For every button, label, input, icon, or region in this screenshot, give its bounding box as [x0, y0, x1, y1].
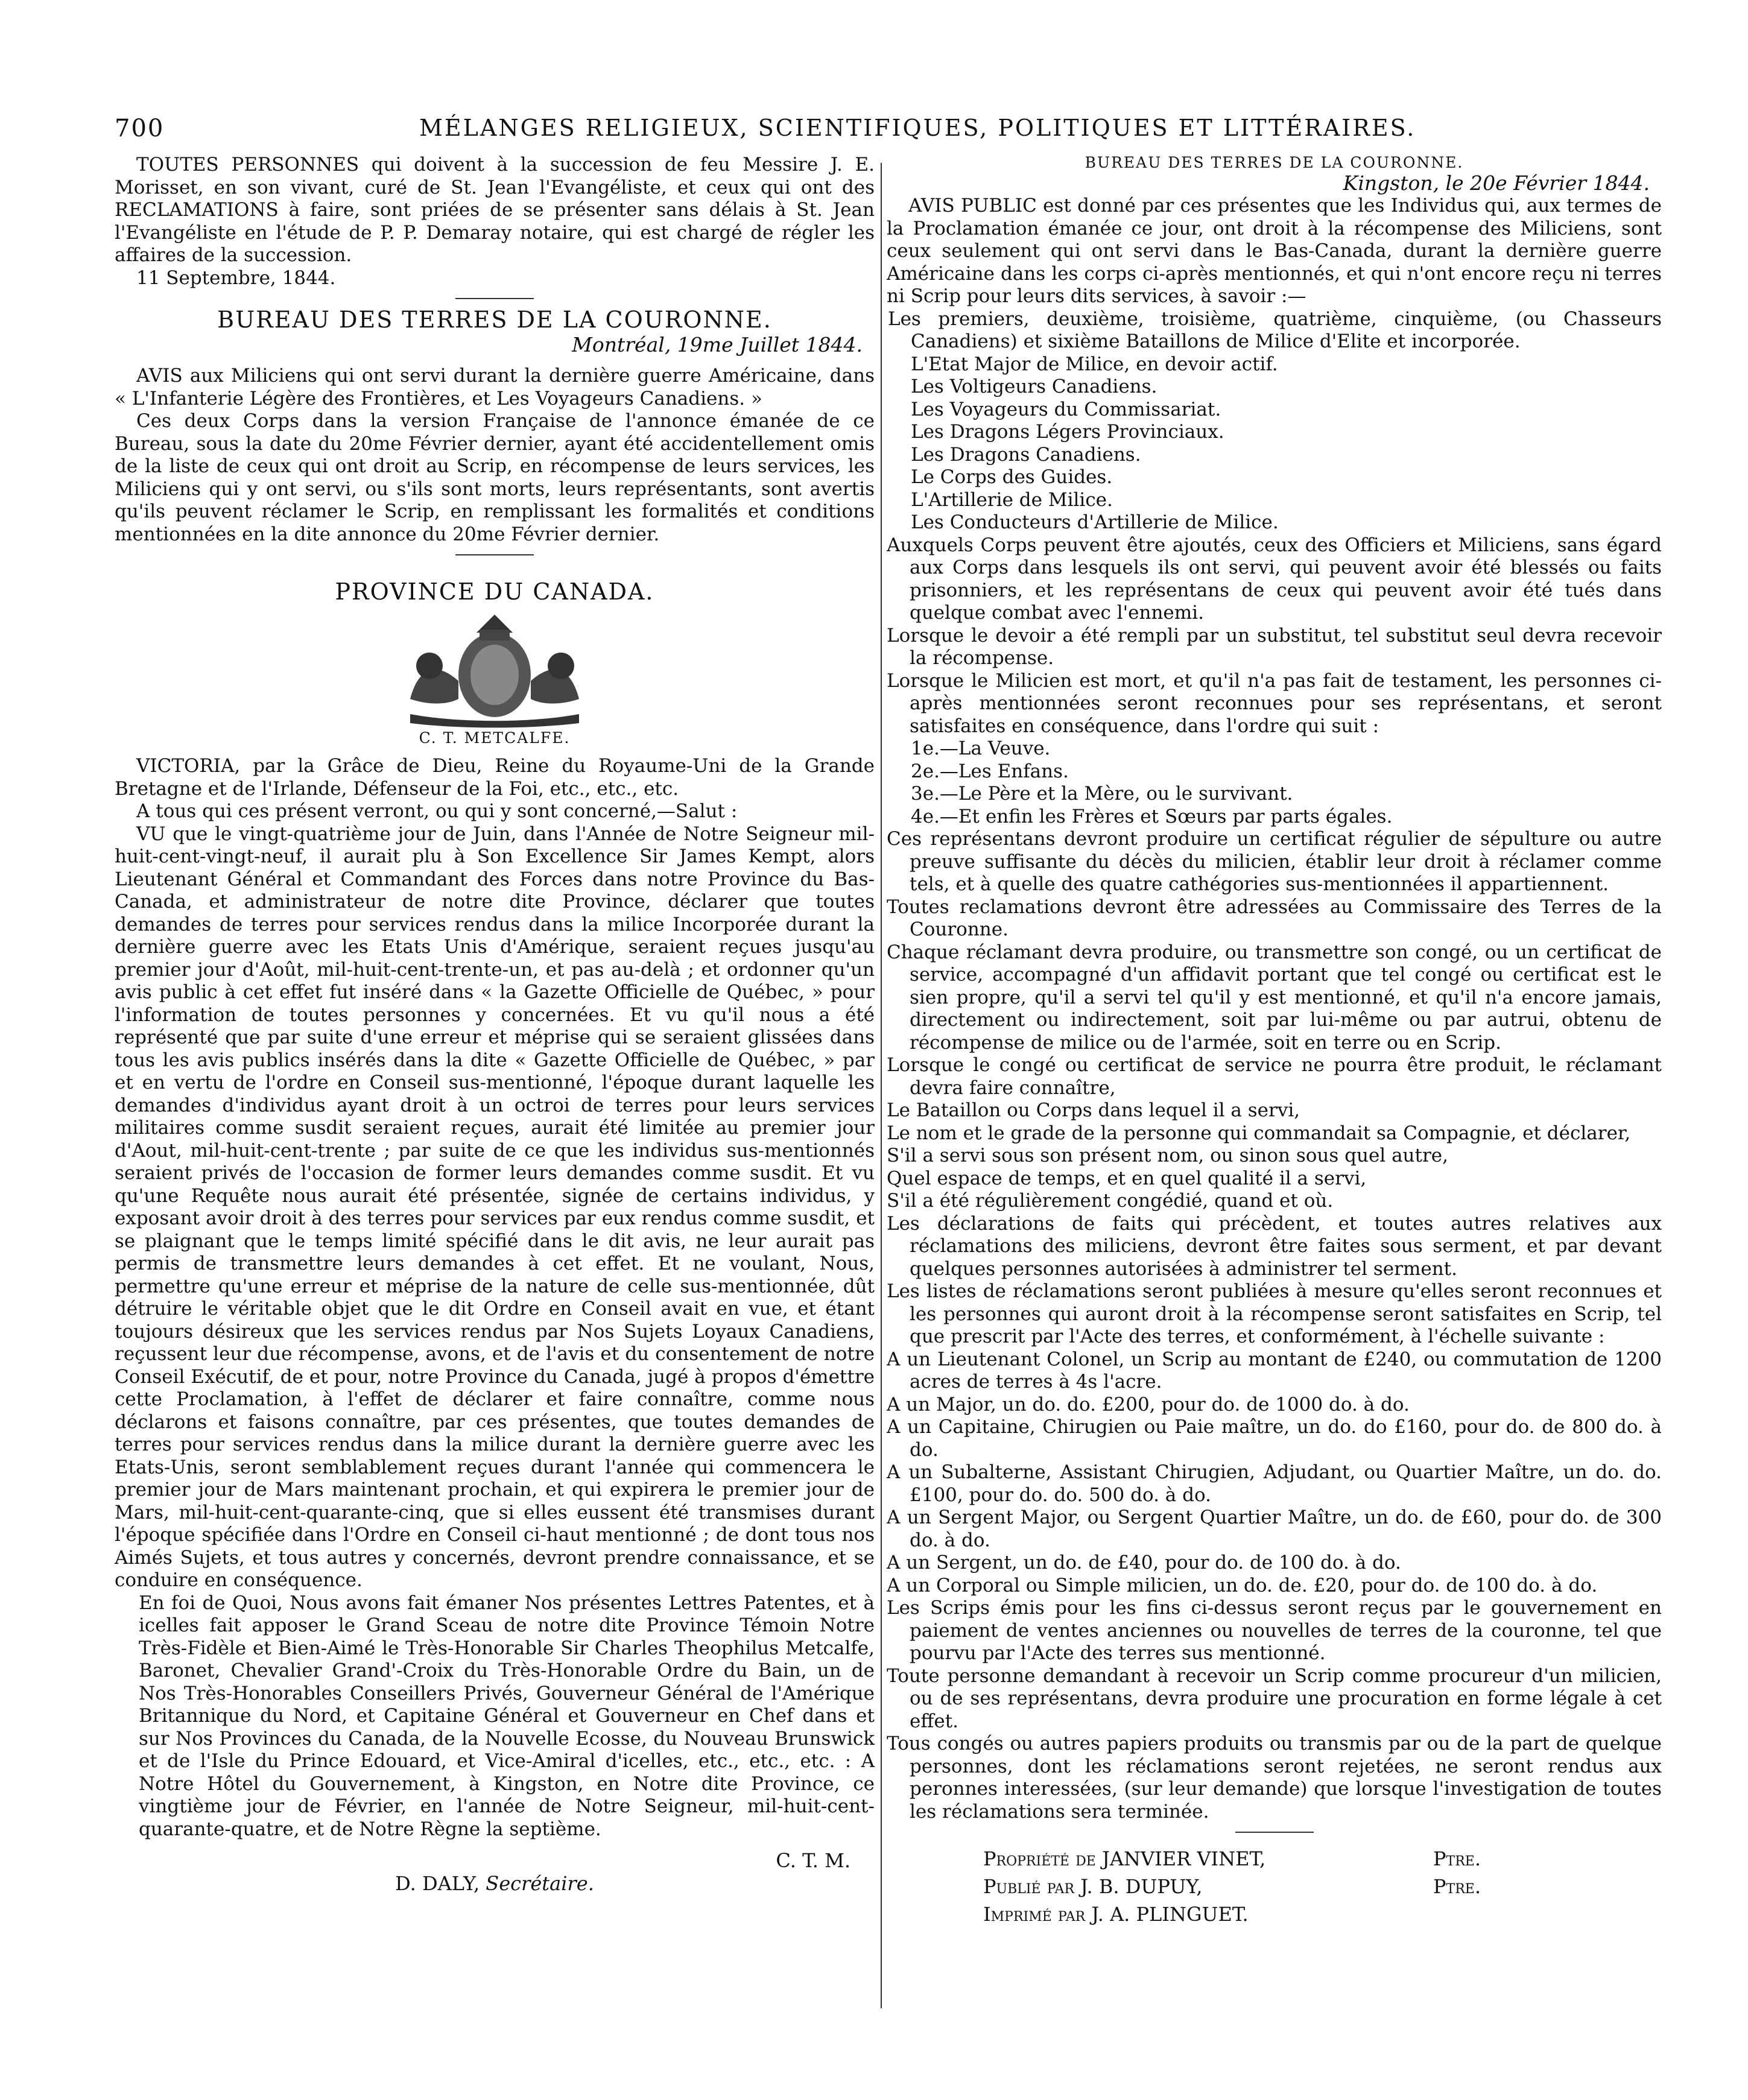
imprint-title: Ptre. — [1433, 1847, 1481, 1870]
heir-item: 2e.—Les Enfans. — [911, 760, 1069, 782]
corps-item: Les premiers, deuxième, troisième, quatrième, cinquième, (ou Chasseurs Canadiens) et sixième Bataillons de Milice d'Elite et incorporée. — [888, 308, 1662, 352]
heirs-list — [887, 738, 1662, 828]
imprint-title: Ptre. — [1433, 1875, 1481, 1898]
bureau-avis: AVIS aux Miliciens qui ont servi durant la dernière guerre Américaine, dans « L'Infanterie Légère des Frontières, et Les Voyageurs Canadiens. » — [115, 365, 875, 410]
imprint-line — [887, 1873, 1662, 1900]
crown-lands-heading: BUREAU DES TERRES DE LA COURONNE. — [1085, 154, 1464, 171]
imprint-role: Imprimé par J. A. PLINGUET. — [983, 1903, 1249, 1926]
corps-item: Les Conducteurs d'Artillerie de Milice. — [911, 511, 1279, 533]
section-rule — [455, 554, 534, 555]
heir-item: 1e.—La Veuve. — [911, 738, 1051, 759]
particulars-list — [887, 1099, 1662, 1213]
imprint-line — [887, 1900, 1662, 1928]
imprint-role: Publié par J. B. DUPUY, — [983, 1875, 1203, 1898]
section-rule — [455, 298, 534, 299]
scale-item: A un Lieutenant Colonel, un Scrip au montant de £240, ou commutation de 1200 acres de terres à 4s l'acre. — [887, 1348, 1662, 1393]
corps-item: Les Dragons Canadiens. — [911, 443, 1141, 466]
succession-notice: TOUTES PERSONNES qui doivent à la succession de feu Messire J. E. Morisset, en son vivant, curé de St. Jean l'Evangéliste, et ceux qui ont des RECLAMATIONS à faire, sont priées de se présenter sans délais à St. Jean l'Evangéliste en l'étude de P. P. Demaray notaire, qui est chargé de régler les affaires de la succession. — [115, 154, 875, 266]
heir-item: 3e.—Le Père et la Mère, ou le survivant. — [911, 783, 1293, 805]
clause: Ces représentans devront produire un certificat régulier de sépulture ou autre preuve suffisante du décès du milicien, établir leur droit à réclamer comme tels, et à quelle des quatre cathégories sus-mentionnées il appartiennent. — [887, 828, 1662, 895]
particular-item: S'il a été régulièrement congédié, quand et où. — [887, 1190, 1334, 1212]
proclamation-heading: PROVINCE DU CANADA. — [335, 578, 654, 605]
secretary-title: Secrétaire. — [486, 1872, 594, 1895]
clause: Auxquels Corps peuvent être ajoutés, ceux des Officiers et Miliciens, sans égard aux Corps dans lesquels ils ont servi, qui peuvent avoir été blessés ou faits prisonniers, et les représentans de ceux qui peuvent avoir été tués dans quelque combat avec l'ennemi. — [887, 534, 1662, 624]
right-column — [887, 154, 1662, 1928]
bureau-heading: BUREAU DES TERRES DE LA COURONNE. — [217, 306, 772, 333]
imprint-role: Propriété de JANVIER VINET, — [983, 1847, 1266, 1870]
corps-item: Les Voltigeurs Canadiens. — [911, 376, 1157, 397]
imprint-line — [887, 1845, 1662, 1873]
crown-lands-dateline: Kingston, le 20e Février 1844. — [1343, 171, 1650, 195]
proclamation-address: A tous qui ces présent verront, ou qui y sont concerné,—Salut : — [136, 800, 738, 822]
crest-label: C. T. METCALFE. — [419, 729, 571, 747]
clause: Les Scrips émis pour les fins ci-dessus seront reçus par le gouvernement en paiement de ventes anciennes ou nouvelles de terres de la couronne, tel que pourvu par l'Acte des terres sus mentionné. — [887, 1597, 1662, 1664]
succession-date: 11 Septembre, 1844. — [136, 267, 336, 289]
clause: Tous congés ou autres papiers produits ou transmis par ou de la part de quelque personnes, dont les réclamations seront rejetées, ne seront rendus aux peronnes interessées, (sur leur demande) que lorsque l'investigation de toutes les réclamations sera terminée. — [887, 1733, 1662, 1823]
bureau-dateline: Montréal, 19me Juillet 1844. — [572, 333, 863, 356]
scale-item: A un Major, un do. do. £200, pour do. de 1000 do. à do. — [887, 1393, 1410, 1415]
particular-item: Le Bataillon ou Corps dans lequel il a servi, — [887, 1099, 1300, 1121]
column-divider — [881, 163, 882, 2008]
corps-list — [887, 308, 1662, 534]
particular-item: S'il a servi sous son présent nom, ou sinon sous quel autre, — [887, 1145, 1448, 1166]
corps-item: Les Dragons Légers Provinciaux. — [911, 421, 1224, 443]
clause: Lorsque le devoir a été rempli par un substitut, tel substitut seul devra recevoir la récompense. — [887, 624, 1662, 669]
heir-item: 4e.—Et enfin les Frères et Sœurs par parts égales. — [911, 805, 1393, 827]
clause: Lorsque le Milicien est mort, et qu'il n'a pas fait de testament, les personnes ci-après mentionnées seront reconnues pour ses représentans, et seront satisfaites en conséquence, dans l'ordre qui suit : — [887, 669, 1662, 737]
clause: Toute personne demandant à recevoir un Scrip comme procureur d'un milicien, ou de ses représentans, devra produire une procuration en forme légale à cet effet. — [887, 1665, 1662, 1732]
proclamation-body: VU que le vingt-quatrième jour de Juin, dans l'Année de Notre Seigneur mil-huit-cent-vingt-neuf, il aurait plu à Son Excellence Sir James Kempt, alors Lieutenant Général et Commandant des Forces dans notre Province du Bas-Canada, et administrateur de notre dite Province, déclarer que toutes demandes de terres pour services rendus dans la milice Incorporée durant la dernière guerre avec les Etats Unis d'Amérique, seraient reçues jusqu'au premier jour d'Août, mil-huit-cent-trente-un, et pas au-delà ; et ordonner qu'un avis public à cet effet fut inséré dans « la Gazette Officielle de Québec, » pour l'information de toutes personnes y concernées. Et vu qu'il nous a été représenté que par suite d'une erreur et méprise qui se seraient glissées dans tous les avis publics insérés dans la dite « Gazette Officielle de Québec, » par et en vertu de l'ordre en Conseil sus-mentionné, l'époque durant laquelle les demandes d'individus ayant droit à un octroi de terres pour leurs services militaires comme susdit seraient reçues, aurait été limitée au premier jour d'Aout, mil-huit-cent-trente ; par suite de ce que les individus sus-mentionnés seraient privés de l'occasion de former leurs demandes comme susdit. Et vu qu'une Requête nous aurait été présentée, signée de certains individus, y exposant avoir droit à des terres pour services par eux rendus comme susdit, et se plaignant que le temps limité spécifié dans le dit avis, ne leur aurait pas permis de transmettre leurs demandes à cet effet. Et ne voulant, Nous, permettre qu'une erreur et méprise de la nature de celle sus-mentionnée, dût détruire le véritable objet que le dit Ordre en Conseil avait en vue, et étant toujours désireux que les services rendus par Nos Sujets Loyaux Canadiens, reçussent leur due récompense, avons, et de l'avis et du consentement de notre Conseil Exécutif, de et pour, notre Province du Canada, jugé à propos d'émettre cette Proclamation, à l'effet de déclarer et faire connaître, comme nous déclarons et faisons connaître, par ces présentes, que toutes demandes de terres pour services rendus dans la milice durant la dernière guerre avec les Etats-Unis, seront semblablement reçues durant l'année qui commencera le premier jour de Mars maintenant prochain, et qui expirera le premier jour de Mars, mil-huit-cent-quarante-cinq, que si elles eussent été transmises durant l'époque spécifiée dans l'Ordre en Conseil ci-haut mentionné ; de dont tous nos Aimés Sujets, et tous autres y concernés, devront prendre connaissance, et se conduire en conséquence. — [115, 823, 875, 1591]
royal-arms-crest — [374, 609, 615, 729]
corps-item: Le Corps des Guides. — [911, 466, 1113, 488]
clause: Les déclarations de faits qui précèdent, et toutes autres relatives aux réclamations des miliciens, devront être faites sous serment, et par devant quelques personnes autorisées à administrer tel serment. — [887, 1212, 1662, 1280]
imprint — [887, 1845, 1662, 1928]
corps-item: L'Artillerie de Milice. — [911, 489, 1113, 511]
clause: Chaque réclamant devra produire, ou transmettre son congé, ou un certificat de service, accompagné d'un affidavit portant que tel congé ou certificat est le sien propre, qu'il a servi tel qu'il y est mentionné, et qu'il n'a encore jamais, directement ou indirectement, soit par lui-même ou par autrui, obtenu de récompense de milice ou de l'armée, soit en terre ou en Scrip. — [887, 941, 1662, 1054]
proclamation-witness: En foi de Quoi, Nous avons fait émaner Nos présentes Lettres Patentes, et à icelles fait apposer le Grand Sceau de notre dite Province Témoin Notre Très-Fidèle et Bien-Aimé le Très-Honorable Sir Charles Theophilus Metcalfe, Baronet, Chevalier Grand'-Croix du Très-Honorable Ordre du Bain, un de Nos Très-Honorables Conseillers Privés, Gouverneur Général de l'Amérique Britannique du Nord, et Capitaine Général et Gouverneur en Chef dans et sur Nos Provinces du Canada, de la Nouvelle Ecosse, du Nouveau Brunswick et de l'Isle du Prince Edouard, et Vice-Amiral d'icelles, etc., etc., etc. : A Notre Hôtel du Gouvernement, à Kingston, en Notre dite Province, ce vingtième jour de Février, en l'année de Notre Seigneur, mil-huit-cent-quarante-quatre, et de Notre Règne la septième. — [139, 1592, 875, 1840]
scale-item: A un Capitaine, Chirugien ou Paie maître, un do. do £160, pour do. de 800 do. à do. — [887, 1416, 1662, 1461]
secretary-name: D. DALY, — [395, 1872, 480, 1895]
public-notice: AVIS PUBLIC est donné par ces présentes que les Individus qui, aux termes de la Proclamation émanée ce jour, ont droit à la récompense des Miliciens, sont ceux seulement qui ont servi dans le Bas-Canada, durant la dernière guerre Américaine dans les corps ci-après mentionnés, et qui n'ont encore reçu ni terres ni Scrip pour leurs dits services, à savoir :— — [887, 195, 1662, 307]
royal-style: VICTORIA, par la Grâce de Dieu, Reine du Royaume-Uni de la Grande Bretagne et de l'Irlande, Défenseur de la Foi, etc., etc., etc. — [115, 755, 875, 800]
particular-item: Quel espace de temps, et en quel qualité il a servi, — [887, 1167, 1367, 1189]
section-rule — [1235, 1832, 1314, 1833]
secretary-signature — [115, 1872, 875, 1895]
running-head — [115, 115, 1659, 151]
scrip-scale — [887, 1349, 1662, 1598]
journal-title: MÉLANGES RELIGIEUX, SCIENTIFIQUES, POLITIQUES ET LITTÉRAIRES. — [419, 115, 1416, 141]
clause: Les listes de réclamations seront publiées à mesure qu'elles seront reconnues et les personnes qui auront droit à la récompense seront satisfaites en Scrip, tel que prescrit par l'Acte des terres, et conformément, à l'échelle suivante : — [887, 1280, 1662, 1347]
corps-item: L'Etat Major de Milice, en devoir actif. — [911, 353, 1278, 375]
particular-item: Le nom et le grade de la personne qui commandait sa Compagnie, et déclarer, — [887, 1122, 1631, 1144]
clause: Lorsque le congé ou certificat de service ne pourra être produit, le réclamant devra faire connaître, — [887, 1054, 1662, 1099]
scale-item: A un Sergent, un do. de £40, pour do. de 100 do. à do. — [887, 1552, 1401, 1573]
scale-item: A un Sergent Major, ou Sergent Quartier Maître, un do. de £60, pour do. de 300 do. à do. — [887, 1507, 1662, 1551]
signature-initials: C. T. M. — [776, 1849, 850, 1872]
page-number: 700 — [115, 115, 165, 142]
clause: Toutes reclamations devront être adressées au Commissaire des Terres de la Couronne. — [887, 896, 1662, 940]
scale-item: A un Subalterne, Assistant Chirugien, Adjudant, ou Quartier Maître, un do. do. £100, pour do. do. 500 do. à do. — [887, 1461, 1662, 1506]
bureau-body: Ces deux Corps dans la version Française de l'annonce émanée de ce Bureau, sous la date du 20me Février dernier, ayant été accidentellement omis de la liste de ceux qui ont droit au Scrip, en récompense de leurs services, les Miliciens qui y ont servi, ou s'ils sont morts, leurs représentants, sont avertis qu'ils peuvent réclamer le Scrip, en remplissant les formalités et conditions mentionnées en la dite annonce du 20me Février dernier. — [115, 410, 875, 545]
left-column — [115, 154, 875, 1895]
corps-item: Les Voyageurs du Commissariat. — [911, 398, 1221, 420]
scale-item: A un Corporal ou Simple milicien, un do. de. £20, pour do. de 100 do. à do. — [887, 1574, 1598, 1596]
